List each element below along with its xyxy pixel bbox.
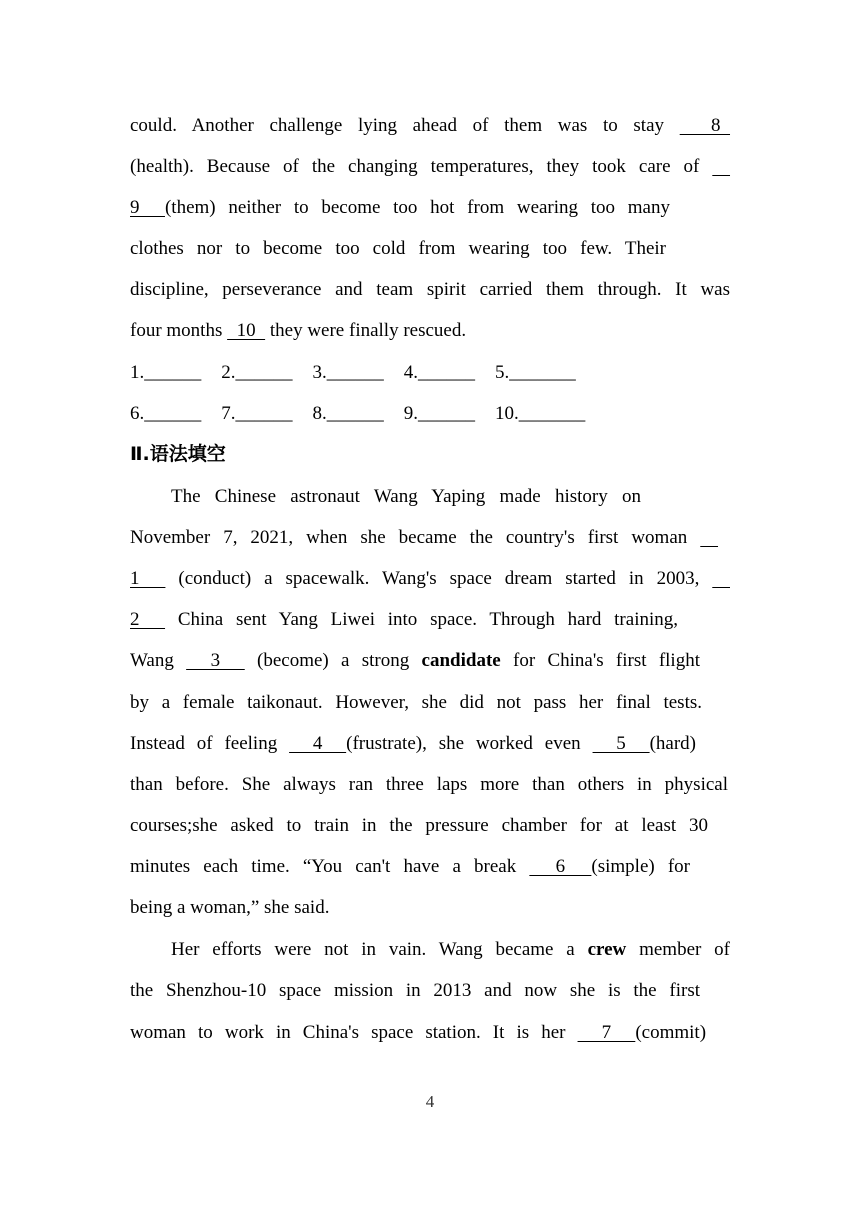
- text: (health). Because of the changing temperatures, they took care of: [130, 156, 713, 177]
- passage-line: [130, 640, 700, 681]
- text: November 7, 2021, when she became the country's first woman: [130, 527, 701, 548]
- text: (them) neither to become too hot from wearing too many: [164, 197, 670, 218]
- blank-2-start: [712, 568, 730, 589]
- text: Her efforts were not in vain. Wang became a: [171, 939, 588, 960]
- passage-line: [130, 887, 730, 928]
- answer-blank-9[interactable]: 9.______: [403, 403, 475, 424]
- bold-word-crew: crew: [587, 939, 627, 960]
- passage-line: [130, 599, 678, 640]
- bold-word-candidate: candidate: [421, 650, 501, 671]
- answer-blank-3[interactable]: 3.______: [312, 362, 384, 383]
- text: courses;she asked to train in the pressure chamber for at least 30: [130, 815, 708, 836]
- text: (simple) for: [591, 856, 690, 877]
- passage-line: [171, 929, 730, 970]
- passage-line: [130, 723, 696, 764]
- passage-line: [130, 682, 702, 723]
- passage-line: [130, 558, 730, 599]
- blank-3: 3: [186, 650, 245, 671]
- text: (commit): [635, 1022, 707, 1043]
- blank-1: 1: [130, 568, 166, 589]
- passage-line: [130, 269, 730, 310]
- section-heading: Ⅱ.语法填空: [130, 443, 226, 465]
- answer-blank-2[interactable]: 2.______: [221, 362, 293, 383]
- answer-blank-8[interactable]: 8.______: [312, 403, 384, 424]
- text: (frustrate), she worked even: [346, 733, 593, 754]
- blank-1-start: [700, 527, 718, 548]
- text: woman to work in China's space station. It is her: [130, 1022, 578, 1043]
- passage-line: [130, 146, 730, 187]
- passage-line: [130, 764, 728, 805]
- answer-blank-10[interactable]: 10._______: [495, 403, 586, 424]
- text: (conduct) a spacewalk. Wang's space dream started in 2003,: [165, 568, 713, 589]
- text: The Chinese astronaut Wang Yaping made history on: [171, 486, 641, 507]
- blank-4: 4: [289, 733, 347, 754]
- text: (become) a strong: [244, 650, 422, 671]
- blank-9-start: [712, 156, 730, 177]
- text: being a woman,” she said.: [130, 897, 330, 918]
- blank-5: 5: [592, 733, 650, 754]
- text: (hard): [649, 733, 696, 754]
- passage-line: [171, 476, 641, 517]
- answer-blank-6[interactable]: 6.______: [130, 403, 202, 424]
- answer-row-1: [130, 352, 730, 393]
- blank-10: 10: [227, 320, 266, 341]
- text: by a female taikonaut. However, she did not pass her final tests.: [130, 692, 702, 713]
- text: Wang: [130, 650, 187, 671]
- passage-line: [130, 517, 718, 558]
- text: China sent Yang Liwei into space. Through hard training,: [165, 609, 679, 630]
- passage-line: [130, 1012, 706, 1053]
- answer-blank-5[interactable]: 5._______: [495, 362, 576, 383]
- text: than before. She always ran three laps more than others in physical: [130, 774, 728, 795]
- answer-row-2: [130, 393, 730, 434]
- blank-6: 6: [529, 856, 592, 877]
- passage-line: [130, 846, 690, 887]
- text: four months: [130, 320, 228, 341]
- text: member of: [626, 939, 731, 960]
- text: could. Another challenge lying ahead of them was to stay: [130, 115, 680, 136]
- blank-9: 9: [130, 197, 165, 218]
- blank-8: 8: [679, 115, 731, 136]
- text: clothes nor to become too cold from wearing too few. Their: [130, 238, 666, 259]
- text: Instead of feeling: [130, 733, 290, 754]
- passage-line: [130, 187, 670, 228]
- blank-7: 7: [577, 1022, 636, 1043]
- passage-line: [130, 970, 700, 1011]
- page-number: 4: [425, 1092, 435, 1111]
- answer-blank-4[interactable]: 4.______: [403, 362, 475, 383]
- answer-blank-7[interactable]: 7.______: [221, 403, 293, 424]
- text: the Shenzhou-10 space mission in 2013 and now she is the first: [130, 980, 700, 1001]
- blank-2: 2: [130, 609, 166, 630]
- text: minutes each time. “You can't have a break: [130, 856, 530, 877]
- passage-line: [130, 105, 730, 146]
- text: discipline, perseverance and team spirit carried them through. It was: [130, 279, 730, 300]
- text: they were finally rescued.: [265, 320, 467, 341]
- passage-line: [130, 310, 730, 351]
- passage-line: [130, 228, 666, 269]
- passage-line: [130, 805, 708, 846]
- text: for China's first flight: [500, 650, 700, 671]
- answer-blank-1[interactable]: 1.______: [130, 362, 202, 383]
